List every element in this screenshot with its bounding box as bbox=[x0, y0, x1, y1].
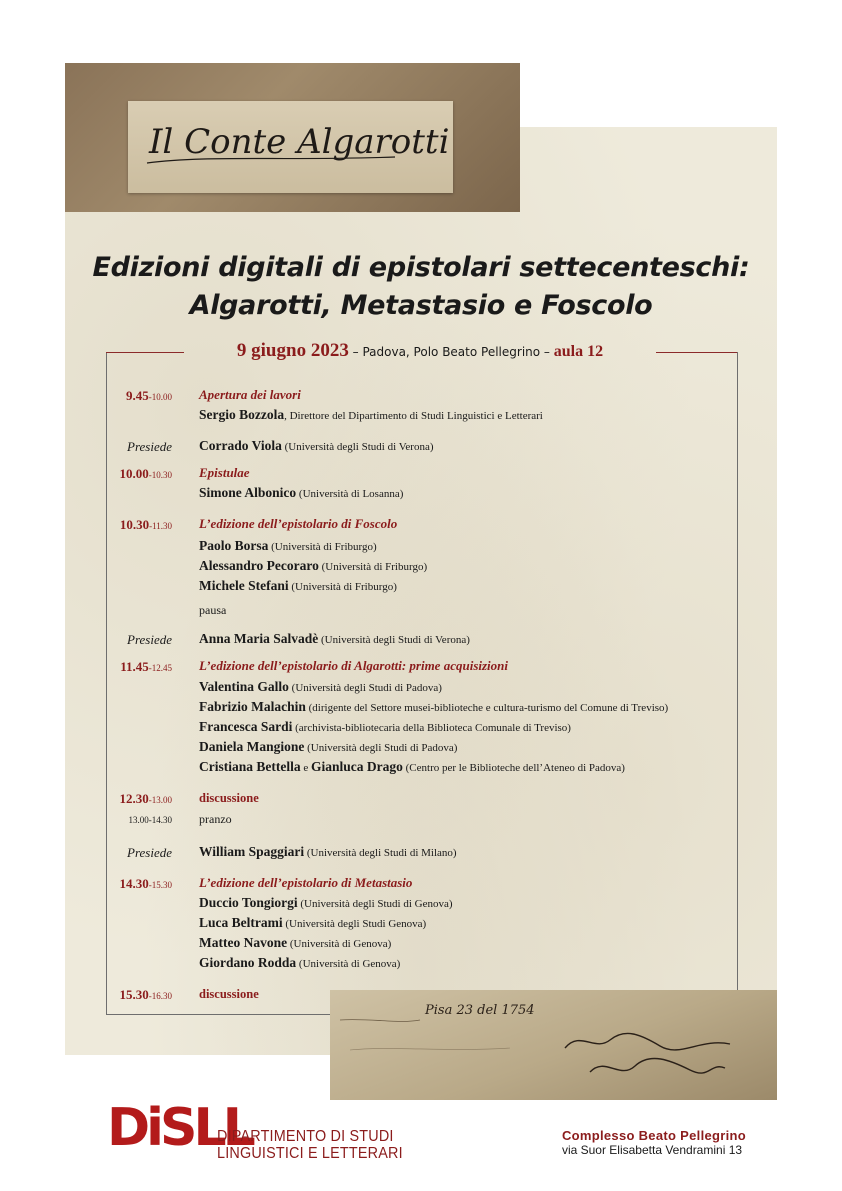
handwritten-caption: Il Conte Algarotti bbox=[149, 122, 450, 162]
session-title: Epistulae bbox=[199, 465, 250, 480]
speaker: Duccio Tongiorgi (Università degli Studi di Genova) bbox=[199, 895, 453, 910]
time-slot: 10.00-10.30 bbox=[119, 466, 172, 481]
chair: Corrado Viola (Università degli Studi di Verona) bbox=[199, 438, 434, 453]
logo-letters: DiSLL bbox=[107, 1098, 252, 1158]
handwriting-signature bbox=[145, 111, 450, 171]
time-slot: 11.45-12.45 bbox=[120, 659, 172, 674]
time-slot: 14.30-15.30 bbox=[119, 876, 172, 891]
time-slot: 10.30-11.30 bbox=[119, 517, 172, 532]
speaker: Michele Stefani (Università di Friburgo) bbox=[199, 578, 397, 593]
lunch-label: pranzo bbox=[199, 812, 232, 826]
page-title-line1: Edizioni digitali di epistolari settecenteschi: bbox=[92, 252, 750, 283]
manuscript-image-top bbox=[65, 63, 520, 212]
event-date: 9 giugno 2023 bbox=[236, 340, 349, 361]
speaker: Matteo Navone (Università di Genova) bbox=[199, 935, 392, 950]
chair-label: Presiede bbox=[127, 845, 172, 860]
event-room: aula 12 bbox=[553, 343, 604, 360]
session-title: L’edizione dell’epistolario di Algarotti: prime acquisizioni bbox=[199, 658, 508, 673]
speaker: Sergio Bozzola, Direttore del Dipartimento di Studi Linguistici e Letterari bbox=[199, 407, 543, 422]
speaker: Valentina Gallo (Università degli Studi di Padova) bbox=[199, 679, 442, 694]
venue-address: via Suor Elisabetta Vendramini 13 bbox=[561, 1143, 743, 1157]
speaker: Alessandro Pecoraro (Università di Friburgo) bbox=[199, 558, 428, 573]
event-header bbox=[190, 340, 650, 362]
department-logo bbox=[107, 1090, 252, 1158]
event-place: – Padova, Polo Beato Pellegrino – bbox=[348, 345, 554, 359]
department-name-line2: LINGUISTICI E LETTERARI bbox=[217, 1145, 403, 1162]
time-slot: 15.30-16.30 bbox=[119, 987, 172, 1002]
break-label: pausa bbox=[199, 603, 227, 617]
handwritten-date: Pisa 23 del 1754 bbox=[425, 1003, 535, 1018]
speaker: Fabrizio Malachin (dirigente del Settore musei-biblioteche e cultura-turismo del Comune di Treviso) bbox=[199, 699, 669, 714]
session-title: L’edizione dell’epistolario di Foscolo bbox=[199, 516, 398, 531]
speaker: Luca Beltrami (Università degli Studi Genova) bbox=[199, 915, 427, 930]
frame-rule-left bbox=[106, 352, 184, 353]
disll-logo-mark bbox=[107, 1090, 252, 1158]
department-name bbox=[217, 1128, 403, 1162]
chair-label: Presiede bbox=[127, 439, 172, 454]
venue-block bbox=[562, 1128, 746, 1157]
department-name-line1: DIPARTIMENTO DI STUDI bbox=[217, 1128, 394, 1145]
time-slot: 12.30-13.00 bbox=[119, 791, 172, 806]
page-title-line2: Algarotti, Metastasio e Foscolo bbox=[189, 290, 653, 321]
chair: Anna Maria Salvadè (Università degli Studi di Verona) bbox=[199, 631, 470, 646]
chair: William Spaggiari (Università degli Studi di Milano) bbox=[199, 844, 457, 859]
discussion-label: discussione bbox=[199, 791, 259, 805]
time-slot: 9.45-10.00 bbox=[126, 388, 172, 403]
time-slot: 13.00-14.30 bbox=[128, 815, 172, 825]
speaker: Giordano Rodda (Università di Genova) bbox=[199, 955, 401, 970]
speaker: Francesca Sardi (archivista-bibliotecaria della Biblioteca Comunale di Treviso) bbox=[199, 719, 571, 734]
speaker: Daniela Mangione (Università degli Studi di Padova) bbox=[199, 739, 458, 754]
session-title: Apertura dei lavori bbox=[199, 387, 301, 402]
discussion-label: discussione bbox=[199, 987, 259, 1001]
session-title: L’edizione dell’epistolario di Metastasio bbox=[199, 875, 413, 890]
chair-label: Presiede bbox=[127, 632, 172, 647]
manuscript-image-bottom bbox=[330, 990, 777, 1100]
frame-rule-right bbox=[656, 352, 737, 353]
handwriting-letter bbox=[330, 990, 777, 1100]
speaker: Paolo Borsa (Università di Friburgo) bbox=[199, 538, 377, 553]
venue-name: Complesso Beato Pellegrino bbox=[561, 1128, 746, 1143]
speaker: Cristiana Bettella e Gianluca Drago (Centro per le Biblioteche dell’Ateneo di Padova) bbox=[199, 759, 625, 774]
speaker: Simone Albonico (Università di Losanna) bbox=[199, 485, 404, 500]
